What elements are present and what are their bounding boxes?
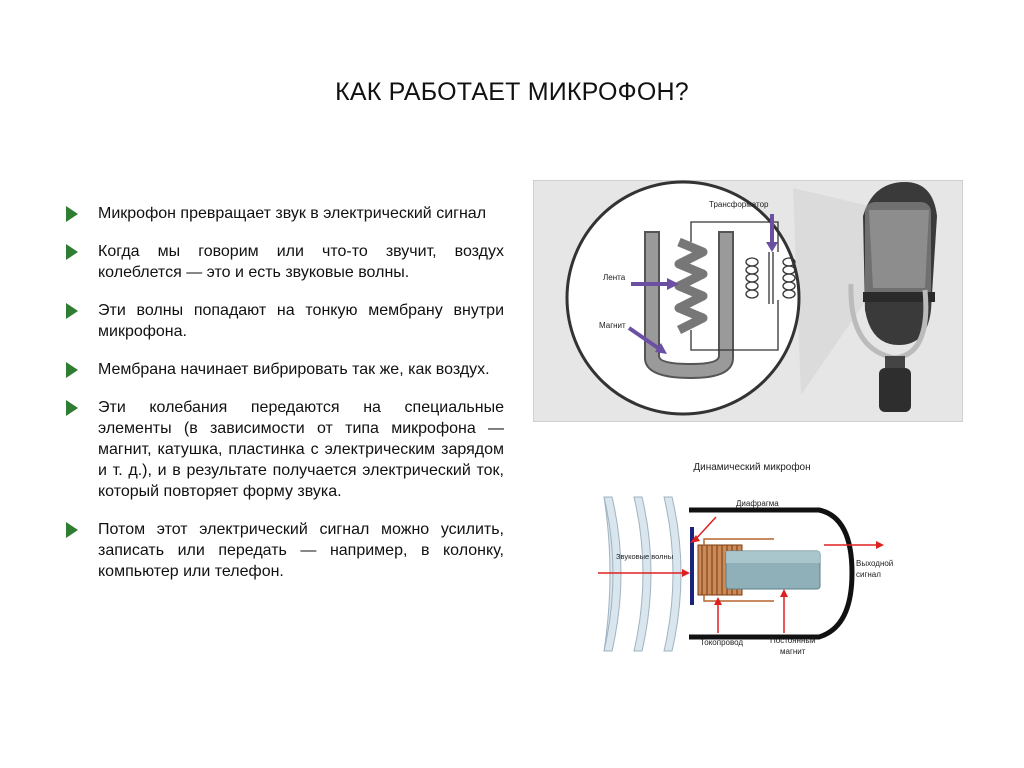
bullet-item [66,359,504,380]
triangle-bullet-icon [66,522,78,538]
sound-waves-label: Звуковые волны [616,552,674,561]
bullet-item [66,203,504,224]
transformer-label: Трансформатор [709,200,769,209]
sound-waves [604,497,681,651]
bullet-item [66,241,504,283]
dynamic-microphone-figure [594,455,910,665]
slide-title: КАК РАБОТАЕТ МИКРОФОН? [335,78,689,106]
permanent-magnet-label-1: Постоянный [770,636,816,645]
triangle-bullet-icon [66,400,78,416]
bullet-text: Мембрана начинает вибрировать так же, как воздух. [98,361,490,378]
bullet-text: Когда мы говорим или что-то звучит, воздух колеблется — это и есть звуковые волны. [98,243,504,281]
diaphragm-label: Диафрагма [736,499,779,508]
triangle-bullet-icon [66,244,78,260]
output-signal-label-2: сигнал [856,570,881,579]
bullet-list [66,203,504,599]
dynamic-mic-title: Динамический микрофон [693,462,811,473]
bullet-text: Микрофон превращает звук в электрический сигнал [98,205,487,222]
ribbon-microphone-figure [533,180,963,422]
bullet-item [66,300,504,342]
permanent-magnet-label-2: магнит [780,647,806,656]
bullet-text: Эти колебания передаются на специальные элементы (в зависимости от типа микрофона — магнит, катушка, пластинка с электрическим зарядом и т. д.), и в результате получается электрический ток, который повторяет форму звука. [98,399,504,500]
bullet-text: Эти волны попадают на тонкую мембрану внутри микрофона. [98,302,504,340]
ribbon-label: Лента [603,273,626,282]
magnifier-circle [567,182,799,414]
triangle-bullet-icon [66,362,78,378]
magnet-label: Магнит [599,321,626,330]
conductor-label: Токопровод [700,638,744,647]
output-signal-label-1: Выходной [856,559,894,568]
bullet-item [66,397,504,502]
triangle-bullet-icon [66,303,78,319]
bullet-item [66,519,504,582]
triangle-bullet-icon [66,206,78,222]
bullet-text: Потом этот электрический сигнал можно усилить, записать или передать — например, в колонку, компьютер или телефон. [98,521,504,580]
